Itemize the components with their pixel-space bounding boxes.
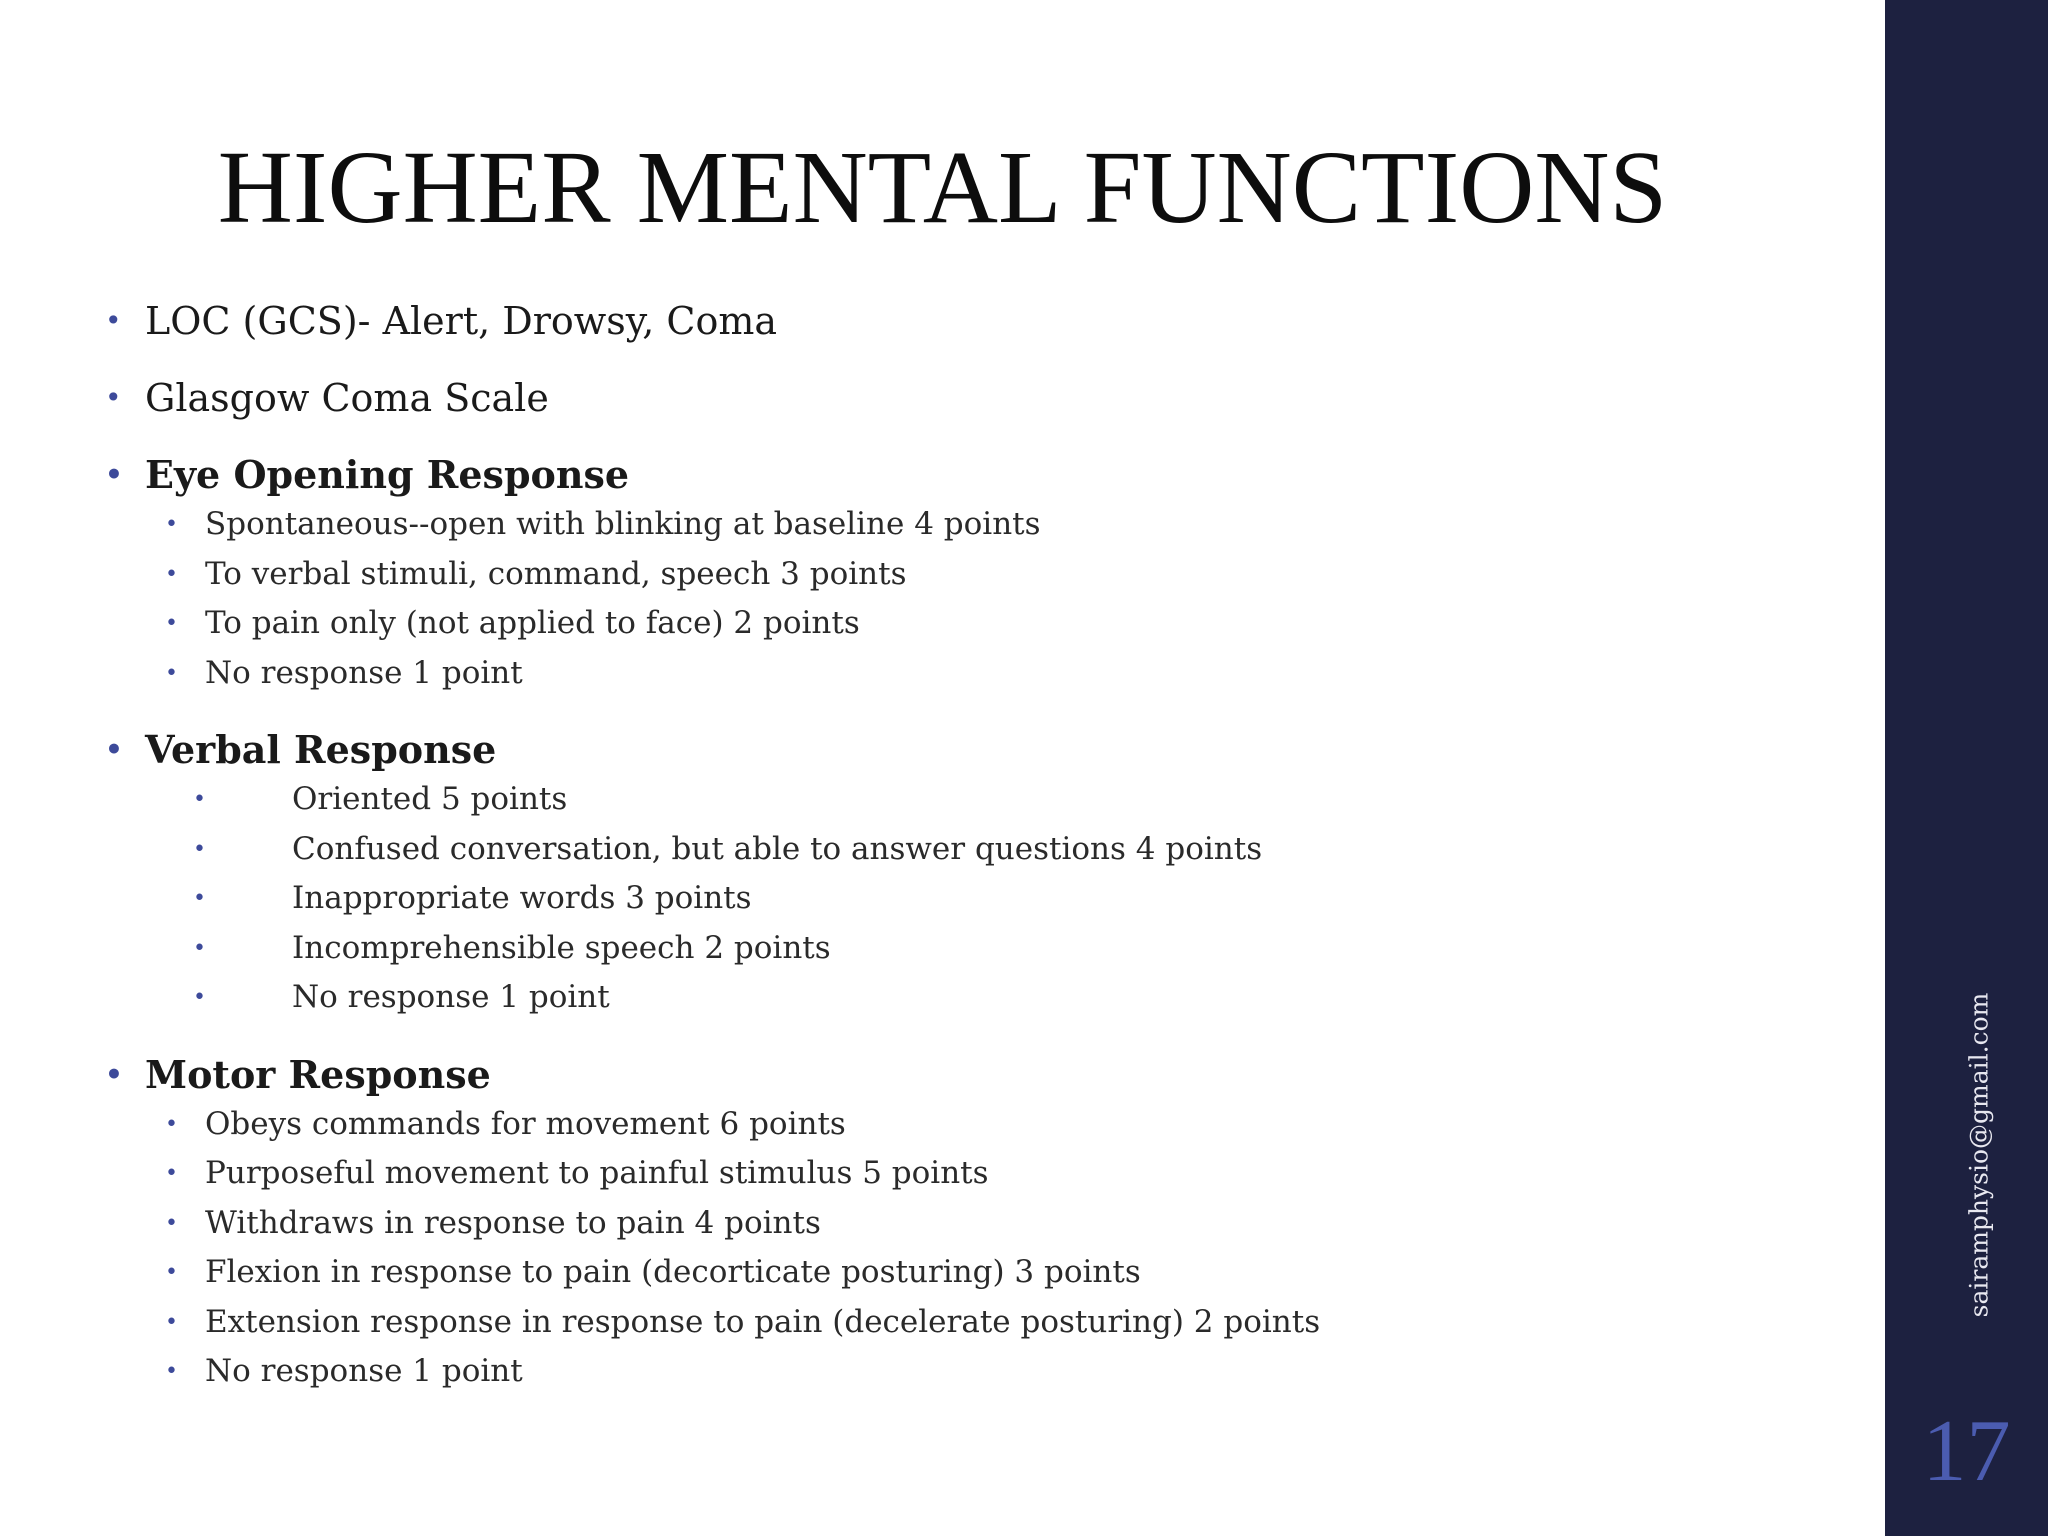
eye-item: [105, 500, 1845, 550]
item-text: Oriented 5 points: [292, 781, 568, 817]
motor-item: [105, 1347, 1845, 1397]
item-text: Flexion in response to pain (decorticate posturing) 3 points: [205, 1254, 1141, 1290]
motor-item: [105, 1100, 1845, 1150]
verbal-item: [105, 825, 1845, 875]
bullet-text: Glasgow Coma Scale: [145, 376, 549, 420]
bullet-dot-icon: •: [105, 1057, 123, 1091]
sub-bullet-dot-icon: •: [165, 1210, 178, 1236]
item-text: Incomprehensible speech 2 points: [292, 929, 831, 966]
verbal-item: [105, 924, 1845, 974]
item-text: Inappropriate words 3 points: [292, 880, 752, 916]
bullet-dot-icon: •: [105, 458, 123, 491]
page-number: 17: [1922, 1403, 2011, 1500]
bullet-dot-icon: •: [105, 733, 123, 766]
verbal-item: [105, 874, 1845, 924]
eye-item: [105, 550, 1845, 600]
item-text: Spontaneous--open with blinking at baseline 4 points: [205, 506, 1041, 542]
eye-heading: [105, 450, 1845, 500]
motor-item: [105, 1248, 1845, 1298]
item-text: To pain only (not applied to face) 2 points: [205, 605, 860, 641]
sub-bullet-dot-icon: •: [193, 935, 206, 961]
sub-bullet-dot-icon: •: [165, 1309, 178, 1335]
bullet-dot-icon: •: [105, 381, 122, 414]
eye-item: [105, 649, 1845, 699]
sub-bullet-dot-icon: •: [165, 611, 178, 636]
motor-item: [105, 1149, 1845, 1199]
sub-bullet-dot-icon: •: [165, 1260, 178, 1285]
section-heading: Motor Response: [145, 1051, 491, 1097]
sidebar-email: sairamphysio@gmail.com: [1964, 992, 1994, 1318]
sub-bullet-dot-icon: •: [165, 561, 178, 587]
sub-bullet-dot-icon: •: [165, 512, 178, 537]
item-text: Extension response in response to pain (decelerate posturing) 2 points: [205, 1303, 1321, 1340]
item-text: No response 1 point: [205, 654, 523, 691]
item-text: Withdraws in response to pain 4 points: [205, 1204, 821, 1241]
verbal-item: [105, 775, 1845, 825]
motor-heading: [105, 1050, 1845, 1100]
sub-bullet-dot-icon: •: [193, 836, 206, 862]
verbal-item: [105, 973, 1845, 1023]
item-text: To verbal stimuli, command, speech 3 points: [205, 555, 907, 592]
item-text: Purposeful movement to painful stimulus 5 points: [205, 1155, 989, 1191]
bullet-gcs: [105, 373, 1845, 423]
sub-bullet-dot-icon: •: [165, 1359, 178, 1384]
sub-bullet-dot-icon: •: [193, 787, 206, 812]
section-heading: Eye Opening Response: [145, 452, 630, 497]
eye-item: [105, 599, 1845, 649]
item-text: Confused conversation, but able to answer questions 4 points: [292, 830, 1263, 867]
bullet-text: LOC (GCS)- Alert, Drowsy, Coma: [145, 299, 778, 343]
motor-item: [105, 1298, 1845, 1348]
item-text: No response 1 point: [292, 979, 610, 1015]
sub-bullet-dot-icon: •: [165, 660, 178, 686]
sub-bullet-dot-icon: •: [193, 985, 206, 1010]
sub-bullet-dot-icon: •: [165, 1161, 178, 1186]
bullet-dot-icon: •: [105, 304, 122, 337]
sub-bullet-dot-icon: •: [165, 1111, 178, 1137]
bullet-loc: [105, 296, 1845, 346]
section-heading: Verbal Response: [145, 727, 497, 772]
item-text: No response 1 point: [205, 1353, 523, 1389]
motor-item: [105, 1199, 1845, 1249]
slide-title: HIGHER MENTAL FUNCTIONS: [217, 130, 1668, 245]
verbal-heading: [105, 725, 1845, 775]
sub-bullet-dot-icon: •: [193, 886, 206, 911]
bullet-list: [105, 296, 1845, 1397]
item-text: Obeys commands for movement 6 points: [205, 1105, 846, 1142]
